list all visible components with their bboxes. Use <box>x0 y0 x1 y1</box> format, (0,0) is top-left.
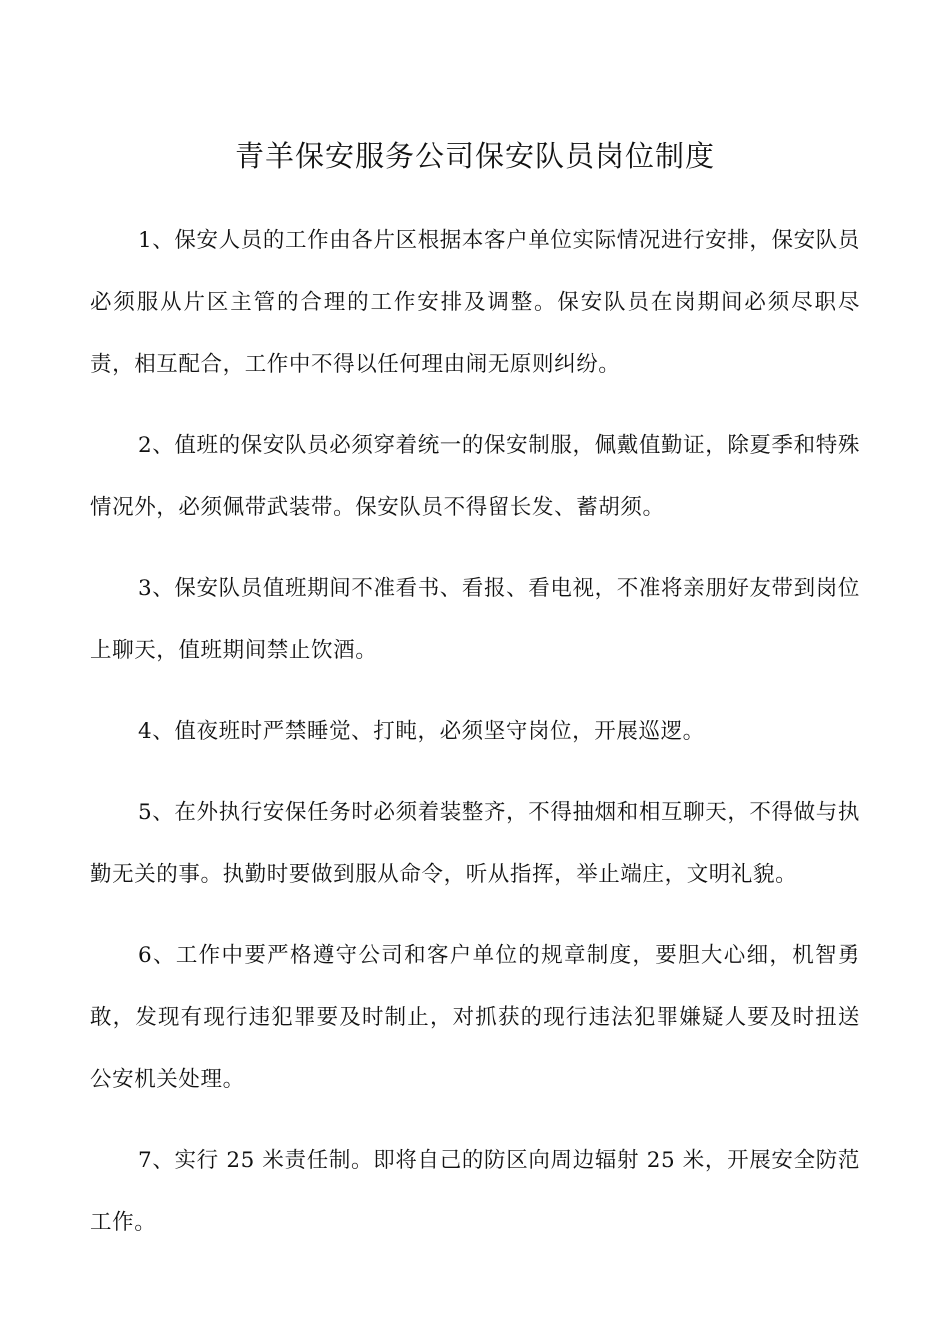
clause-7: 7、实行 25 米责任制。即将自己的防区向周边辐射 25 米，开展安全防范工作。 <box>90 1148 860 1235</box>
clause-1: 1、保安人员的工作由各片区根据本客户单位实际情况进行安排，保安队员必须服从片区主管的合理的工作安排及调整。保安队员在岗期间必须尽职尽责，相互配合，工作中不得以任何理由闹无原则纠纷。 <box>90 228 860 377</box>
clause-3: 3、保安队员值班期间不准看书、看报、看电视，不准将亲朋好友带到岗位上聊天，值班期间禁止饮酒。 <box>90 576 860 663</box>
clause-2: 2、值班的保安队员必须穿着统一的保安制服，佩戴值勤证，除夏季和特殊情况外，必须佩带武装带。保安队员不得留长发、蓄胡须。 <box>90 433 860 520</box>
clause-5: 5、在外执行安保任务时必须着装整齐，不得抽烟和相互聊天，不得做与执勤无关的事。执勤时要做到服从命令，听从指挥，举止端庄，文明礼貌。 <box>90 800 860 887</box>
document-body <box>90 210 860 1273</box>
document-title: 青羊保安服务公司保安队员岗位制度 <box>234 139 715 173</box>
clause-6: 6、工作中要严格遵守公司和客户单位的规章制度，要胆大心细，机智勇敢，发现有现行违犯罪要及时制止，对抓获的现行违法犯罪嫌疑人要及时扭送公安机关处理。 <box>90 943 860 1092</box>
clause-4: 4、值夜班时严禁睡觉、打盹，必须坚守岗位，开展巡逻。 <box>138 719 705 744</box>
